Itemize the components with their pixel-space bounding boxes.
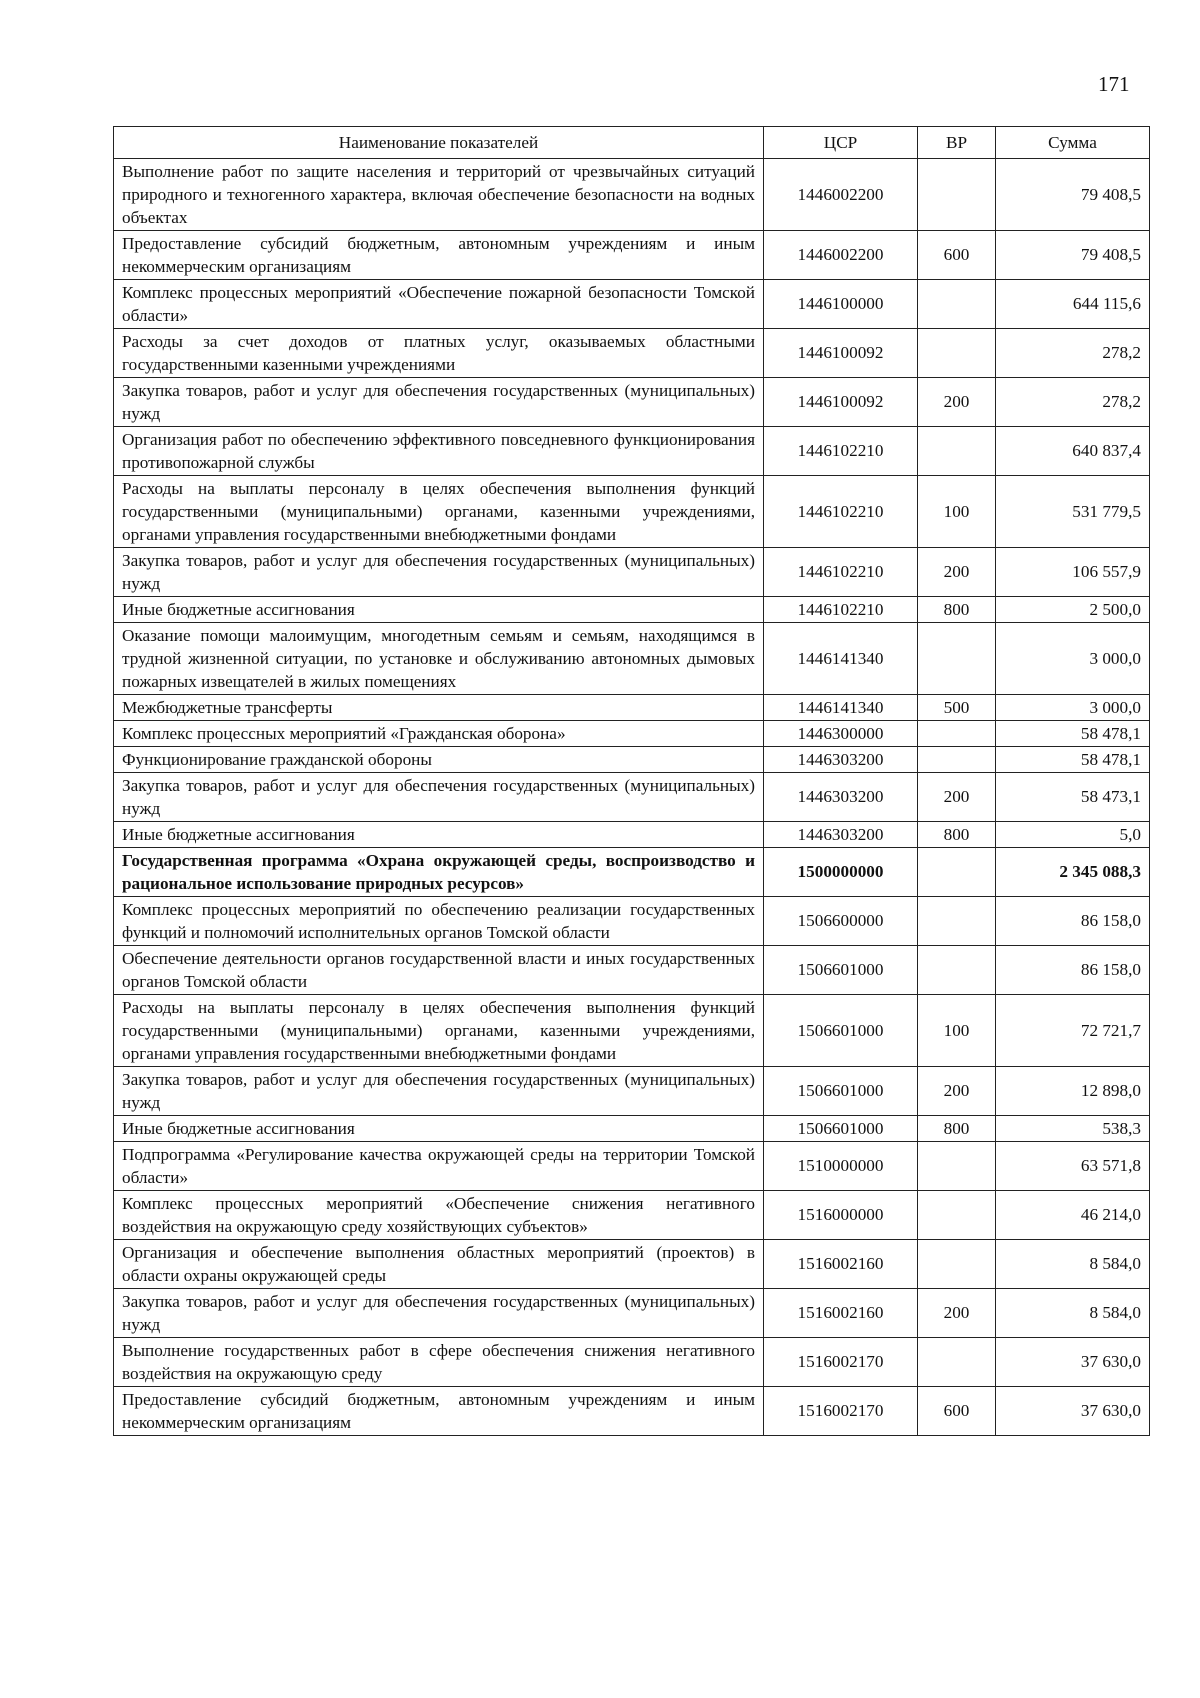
row-sum: 86 158,0 bbox=[996, 946, 1150, 995]
row-sum: 58 478,1 bbox=[996, 747, 1150, 773]
row-name: Предоставление субсидий бюджетным, автономным учреждениям и иным некоммерческим организациям bbox=[114, 1387, 764, 1436]
row-vr bbox=[918, 747, 996, 773]
table-row bbox=[114, 329, 1150, 378]
table-row bbox=[114, 378, 1150, 427]
row-sum: 3 000,0 bbox=[996, 695, 1150, 721]
table-row bbox=[114, 231, 1150, 280]
header-csr: ЦСР bbox=[764, 127, 918, 159]
row-csr: 1506601000 bbox=[764, 1067, 918, 1116]
row-sum: 531 779,5 bbox=[996, 476, 1150, 548]
table-row bbox=[114, 1067, 1150, 1116]
row-csr: 1446303200 bbox=[764, 773, 918, 822]
row-name: Закупка товаров, работ и услуг для обеспечения государственных (муниципальных) нужд bbox=[114, 1289, 764, 1338]
row-csr: 1506601000 bbox=[764, 995, 918, 1067]
row-vr: 800 bbox=[918, 597, 996, 623]
table-row bbox=[114, 995, 1150, 1067]
table-row bbox=[114, 1142, 1150, 1191]
table-row bbox=[114, 1387, 1150, 1436]
row-name: Закупка товаров, работ и услуг для обеспечения государственных (муниципальных) нужд bbox=[114, 548, 764, 597]
row-sum: 37 630,0 bbox=[996, 1387, 1150, 1436]
row-name: Закупка товаров, работ и услуг для обеспечения государственных (муниципальных) нужд bbox=[114, 773, 764, 822]
header-sum: Сумма bbox=[996, 127, 1150, 159]
table-row bbox=[114, 1338, 1150, 1387]
row-sum: 79 408,5 bbox=[996, 231, 1150, 280]
row-csr: 1516002170 bbox=[764, 1338, 918, 1387]
row-vr bbox=[918, 897, 996, 946]
row-vr bbox=[918, 280, 996, 329]
row-vr bbox=[918, 721, 996, 747]
row-sum: 2 500,0 bbox=[996, 597, 1150, 623]
row-sum: 86 158,0 bbox=[996, 897, 1150, 946]
row-vr bbox=[918, 1338, 996, 1387]
row-vr: 600 bbox=[918, 231, 996, 280]
row-name: Закупка товаров, работ и услуг для обеспечения государственных (муниципальных) нужд bbox=[114, 1067, 764, 1116]
header-vr: ВР bbox=[918, 127, 996, 159]
row-csr: 1446303200 bbox=[764, 822, 918, 848]
row-csr: 1510000000 bbox=[764, 1142, 918, 1191]
table-row bbox=[114, 897, 1150, 946]
table-row bbox=[114, 848, 1150, 897]
row-vr bbox=[918, 623, 996, 695]
table-row bbox=[114, 548, 1150, 597]
row-vr bbox=[918, 1142, 996, 1191]
row-vr: 100 bbox=[918, 995, 996, 1067]
row-name: Межбюджетные трансферты bbox=[114, 695, 764, 721]
row-vr bbox=[918, 329, 996, 378]
table-row bbox=[114, 695, 1150, 721]
row-csr: 1516000000 bbox=[764, 1191, 918, 1240]
row-name: Функционирование гражданской обороны bbox=[114, 747, 764, 773]
row-csr: 1446100092 bbox=[764, 329, 918, 378]
row-sum: 5,0 bbox=[996, 822, 1150, 848]
table-row bbox=[114, 1191, 1150, 1240]
row-vr: 200 bbox=[918, 378, 996, 427]
row-name: Закупка товаров, работ и услуг для обеспечения государственных (муниципальных) нужд bbox=[114, 378, 764, 427]
row-csr: 1506600000 bbox=[764, 897, 918, 946]
row-sum: 8 584,0 bbox=[996, 1240, 1150, 1289]
row-sum: 37 630,0 bbox=[996, 1338, 1150, 1387]
row-sum: 79 408,5 bbox=[996, 159, 1150, 231]
row-csr: 1516002160 bbox=[764, 1240, 918, 1289]
row-sum: 538,3 bbox=[996, 1116, 1150, 1142]
row-name: Расходы на выплаты персоналу в целях обеспечения выполнения функций государственными (муниципальными) органами, казенными учреждениями, органами управления государственными внебюджетными фондами bbox=[114, 476, 764, 548]
table-row bbox=[114, 427, 1150, 476]
row-csr: 1506601000 bbox=[764, 1116, 918, 1142]
row-sum: 644 115,6 bbox=[996, 280, 1150, 329]
row-name: Организация работ по обеспечению эффективного повседневного функционирования противопожарной службы bbox=[114, 427, 764, 476]
row-name: Иные бюджетные ассигнования bbox=[114, 822, 764, 848]
row-vr bbox=[918, 946, 996, 995]
table-row bbox=[114, 946, 1150, 995]
page-number: 171 bbox=[1098, 72, 1130, 96]
row-name: Организация и обеспечение выполнения областных мероприятий (проектов) в области охраны окружающей среды bbox=[114, 1240, 764, 1289]
row-name: Комплекс процессных мероприятий «Обеспечение пожарной безопасности Томской области» bbox=[114, 280, 764, 329]
row-vr: 200 bbox=[918, 1067, 996, 1116]
row-csr: 1500000000 bbox=[764, 848, 918, 897]
row-csr: 1516002170 bbox=[764, 1387, 918, 1436]
row-csr: 1506601000 bbox=[764, 946, 918, 995]
table-row bbox=[114, 623, 1150, 695]
row-csr: 1446300000 bbox=[764, 721, 918, 747]
table-row bbox=[114, 747, 1150, 773]
row-vr: 800 bbox=[918, 822, 996, 848]
row-vr: 100 bbox=[918, 476, 996, 548]
row-name: Комплекс процессных мероприятий по обеспечению реализации государственных функций и полномочий исполнительных органов Томской области bbox=[114, 897, 764, 946]
row-csr: 1516002160 bbox=[764, 1289, 918, 1338]
row-sum: 12 898,0 bbox=[996, 1067, 1150, 1116]
row-csr: 1446303200 bbox=[764, 747, 918, 773]
row-name: Выполнение работ по защите населения и территорий от чрезвычайных ситуаций природного и техногенного характера, включая обеспечение безопасности на водных объектах bbox=[114, 159, 764, 231]
row-csr: 1446141340 bbox=[764, 695, 918, 721]
row-name: Расходы на выплаты персоналу в целях обеспечения выполнения функций государственными (муниципальными) органами, казенными учреждениями, органами управления государственными внебюджетными фондами bbox=[114, 995, 764, 1067]
row-vr: 800 bbox=[918, 1116, 996, 1142]
row-csr: 1446100092 bbox=[764, 378, 918, 427]
row-vr bbox=[918, 1240, 996, 1289]
row-sum: 2 345 088,3 bbox=[996, 848, 1150, 897]
row-csr: 1446102210 bbox=[764, 427, 918, 476]
row-sum: 106 557,9 bbox=[996, 548, 1150, 597]
row-name: Выполнение государственных работ в сфере обеспечения снижения негативного воздействия на окружающую среду bbox=[114, 1338, 764, 1387]
row-name: Комплекс процессных мероприятий «Обеспечение снижения негативного воздействия на окружающую среду хозяйствующих субъектов» bbox=[114, 1191, 764, 1240]
table-body bbox=[114, 159, 1150, 1436]
row-vr bbox=[918, 848, 996, 897]
table-row bbox=[114, 721, 1150, 747]
table-header-row bbox=[114, 127, 1150, 159]
row-sum: 640 837,4 bbox=[996, 427, 1150, 476]
table-row bbox=[114, 1240, 1150, 1289]
table-row bbox=[114, 159, 1150, 231]
row-csr: 1446002200 bbox=[764, 231, 918, 280]
table-row bbox=[114, 822, 1150, 848]
row-vr: 200 bbox=[918, 773, 996, 822]
row-vr bbox=[918, 159, 996, 231]
row-csr: 1446102210 bbox=[764, 548, 918, 597]
row-name: Комплекс процессных мероприятий «Гражданская оборона» bbox=[114, 721, 764, 747]
row-vr: 200 bbox=[918, 548, 996, 597]
row-vr: 600 bbox=[918, 1387, 996, 1436]
header-name: Наименование показателей bbox=[114, 127, 764, 159]
row-sum: 72 721,7 bbox=[996, 995, 1150, 1067]
row-vr bbox=[918, 427, 996, 476]
row-name: Иные бюджетные ассигнования bbox=[114, 1116, 764, 1142]
row-sum: 278,2 bbox=[996, 329, 1150, 378]
row-csr: 1446100000 bbox=[764, 280, 918, 329]
table-row bbox=[114, 476, 1150, 548]
row-name: Оказание помощи малоимущим, многодетным семьям и семьям, находящимся в трудной жизненной ситуации, по установке и обслуживанию автономных дымовых пожарных извещателей в жилых помещениях bbox=[114, 623, 764, 695]
row-name: Подпрограмма «Регулирование качества окружающей среды на территории Томской области» bbox=[114, 1142, 764, 1191]
row-sum: 8 584,0 bbox=[996, 1289, 1150, 1338]
row-sum: 58 473,1 bbox=[996, 773, 1150, 822]
row-name: Предоставление субсидий бюджетным, автономным учреждениям и иным некоммерческим организациям bbox=[114, 231, 764, 280]
row-csr: 1446102210 bbox=[764, 476, 918, 548]
budget-table bbox=[113, 126, 1150, 1436]
row-name: Расходы за счет доходов от платных услуг, оказываемых областными государственными казенными учреждениями bbox=[114, 329, 764, 378]
row-vr: 200 bbox=[918, 1289, 996, 1338]
row-vr: 500 bbox=[918, 695, 996, 721]
row-sum: 58 478,1 bbox=[996, 721, 1150, 747]
row-vr bbox=[918, 1191, 996, 1240]
row-sum: 278,2 bbox=[996, 378, 1150, 427]
row-sum: 3 000,0 bbox=[996, 623, 1150, 695]
row-csr: 1446102210 bbox=[764, 597, 918, 623]
table-row bbox=[114, 1116, 1150, 1142]
row-name: Государственная программа «Охрана окружающей среды, воспроизводство и рациональное использование природных ресурсов» bbox=[114, 848, 764, 897]
row-sum: 63 571,8 bbox=[996, 1142, 1150, 1191]
row-name: Иные бюджетные ассигнования bbox=[114, 597, 764, 623]
row-sum: 46 214,0 bbox=[996, 1191, 1150, 1240]
table-row bbox=[114, 1289, 1150, 1338]
table-row bbox=[114, 280, 1150, 329]
row-csr: 1446002200 bbox=[764, 159, 918, 231]
row-name: Обеспечение деятельности органов государственной власти и иных государственных органов Томской области bbox=[114, 946, 764, 995]
row-csr: 1446141340 bbox=[764, 623, 918, 695]
table-row bbox=[114, 597, 1150, 623]
table-row bbox=[114, 773, 1150, 822]
